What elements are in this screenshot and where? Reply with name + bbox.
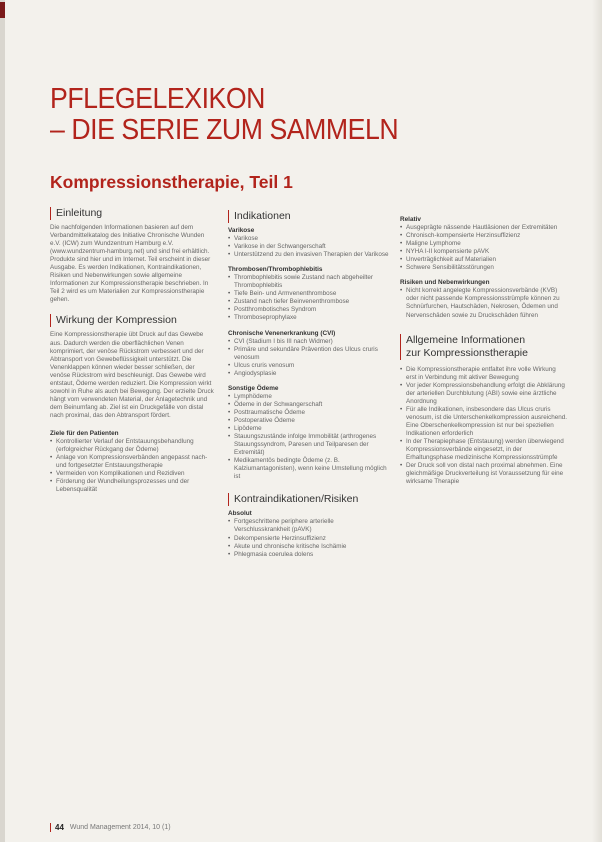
list-item: • Anlage von Kompressionsverbänden angepasst nach- und fortgesetzter Entstauungstherapie [50,454,215,470]
list-item: • Thromboseprophylaxe [228,314,390,322]
list-item: • Zustand nach tiefer Beinvenenthrombose [228,298,390,306]
list-item: • Akute und chronische kritische Ischämie [228,543,390,551]
page-title [50,84,398,146]
absolut-list [228,518,390,558]
list-item: • Posttraumatische Ödeme [228,409,390,417]
list-item: • Chronisch-kompensierte Herzinsuffizienz [400,232,568,240]
list-item: • Thrombophlebitis sowie Zustand nach abgeheilter Thrombophlebitis [228,274,390,290]
allgemein-heading-line-2: zur Kompressionstherapie [406,346,528,359]
column-right [400,216,568,486]
allgemein-list [400,366,568,487]
title-line-1: PFLEGELEXIKON [50,83,265,115]
list-item: • CVI (Stadium I bis III nach Widmer) [228,338,390,346]
wirkung-text: Eine Kompressionstherapie übt Druck auf das Gewebe aus. Dadurch werden die oberflächlichen Venen komprimiert, der venöse Rückstrom verbessert und der Abtransport von Gewebeflüssigkeit unterstützt. Die Venenklappen können wieder besser schließen, der venöse Rückstrom wird beschleunigt. Das Gewebe wird entstaut, Ödeme werden reduziert. Die Kompression wirkt sowohl in Ruhe als auch bei Bewegung. Der erzielte Druck hängt vom verwendeten Material, der Anlagetechnik und dem Beinumfang ab. Ziel ist ein Druckgefälle von distal nach proximal, das den Abtransport fördert. [50,331,214,419]
list-item: • Ulcus cruris venosum [228,362,390,370]
list-item: • Für alle Indikationen, insbesondere das Ulcus cruris venosum, ist die Unterschenkelkompression ausreichend. Eine Oberschenkelkompression ist nur bei speziellen Indikationen erforderlich [400,406,568,438]
section-heading-einleitung: Einleitung [50,207,215,220]
ziele-list [50,438,215,494]
cvi-list [228,338,390,378]
title-line-2: – DIE SERIE ZUM SAMMELN [50,114,399,146]
list-item: • Vor jeder Kompressionsbehandlung erfolgt die Abklärung der arteriellen Durchblutung (ABI) sowie eine ärztliche Anordnung [400,382,568,406]
list-item: • Lymphödeme [228,393,390,401]
column-left [50,207,215,494]
list-item: • Unverträglichkeit auf Materialien [400,256,568,264]
subheading-oedeme: Sonstige Ödeme [228,384,279,392]
page-shadow [592,0,602,842]
list-item: • Postthrombotisches Syndrom [228,306,390,314]
subheading-risiken: Risiken und Nebenwirkungen [400,279,490,287]
list-item: • Fortgeschrittene periphere arterielle Verschlusskrankheit (pAVK) [228,518,390,534]
allgemein-heading-line-1: Allgemeine Informationen [406,333,526,346]
list-item: • In der Therapiephase (Entstauung) werden überwiegend Kompressionsverbände eingesetzt, in der Erhaltungsphase medizinische Kompressionsstrümpfe [400,438,568,462]
relativ-list [400,224,568,272]
list-item: • NYHA I-II kompensierte pAVK [400,248,568,256]
subheading-relativ: Relativ [400,216,421,223]
subheading-ziele: Ziele für den Patienten [50,429,119,437]
subheading-thrombosen: Thrombosen/Thrombophlebitis [228,266,323,274]
section-heading-allgemein [400,334,568,360]
page-binding-edge [0,0,5,842]
list-item: • Die Kompressionstherapie entfaltet ihre volle Wirkung erst in Verbindung mit aktiver Bewegung [400,366,568,382]
list-item: • Tiefe Bein- und Armvenenthrombose [228,290,390,298]
section-heading-kontraindikationen: Kontraindikationen/Risiken [228,493,390,506]
subheading-varikose: Varikose [228,227,255,234]
list-item: • Varikose [228,235,390,243]
list-item: • Medikamentös bedingte Ödeme (z. B. Kalziumantagonisten), wenn keine Umstellung möglich ist [228,457,390,481]
subheading-absolut: Absolut [228,510,252,518]
list-item: • Phlegmasia coerulea dolens [228,551,390,559]
list-item: • Ödeme in der Schwangerschaft [228,401,390,409]
footer-source: Wund Management 2014, 10 (1) [69,824,171,831]
page-subtitle: Kompressionstherapie, Teil 1 [50,172,293,192]
list-item: • Kontrollierter Verlauf der Entstauungsbehandlung (erfolgreicher Rückgang der Ödeme) [50,438,215,454]
list-item: • Unterstützend zu den invasiven Therapien der Varikose [228,251,390,259]
oedeme-list [228,393,390,482]
list-item: • Postoperative Ödeme [228,417,390,425]
section-heading-wirkung: Wirkung der Kompression [50,314,215,327]
list-item: • Förderung der Wundheilungsprozesses und der Lebensqualität [50,478,215,494]
list-item: • Lipödeme [228,425,390,433]
page-footer [50,823,171,832]
corner-mark [0,2,5,18]
list-item: • Vermeiden von Komplikationen und Rezidiven [50,470,215,478]
subheading-cvi: Chronische Venenerkrankung (CVI) [228,329,336,337]
list-item: • Varikose in der Schwangerschaft [228,243,390,251]
list-item: • Stauungszustände infolge Immobilität (arthrogenes Stauungssyndrom, Paresen und Teilparesen der Extremität) [228,433,390,457]
list-item: • Dekompensierte Herzinsuffizienz [228,535,390,543]
list-item: • Primäre und sekundäre Prävention des Ulcus cruris venosum [228,346,390,362]
varikose-list [228,235,390,259]
list-item: • Ausgeprägte nässende Hautläsionen der Extremitäten [400,224,568,232]
einleitung-text: Die nachfolgenden Informationen basieren auf dem Verbandmittelkatalog des Initiative Chronische Wunden e.V. (ICW) zum Wundzentrum Hamburg e.V. (www.wundzentrum-hamburg.net) und sind frei erhältlich. Produkte sind hier und im Internet. Teil erscheint in dieser Ausgabe. Es werden Indikationen, Kontraindikationen, Risiken und Nebenwirkungen sowie allgemeine Informationen zur Kompressionstherapie beschrieben. In Teil 2 wird es um Materialien zur Kompressionstherapie gehen. [50,224,211,304]
list-item: • Schwere Sensibilitätsstörungen [400,264,568,272]
section-heading-indikationen: Indikationen [228,210,390,223]
list-item: • Nicht korrekt angelegte Kompressionsverbände (KVB) oder nicht passende Kompressionsstrümpfe können zu Schnürfurchen, Hautschäden, Nekrosen, Ödemen und Nervenschäden sowie zu Druckschäden führen [400,287,568,319]
thrombosen-list [228,274,390,322]
column-middle [228,210,390,559]
list-item: • Maligne Lymphome [400,240,568,248]
page-number: 44 [50,823,64,832]
list-item: • Angiodysplasie [228,370,390,378]
list-item: • Der Druck soll von distal nach proximal abnehmen. Eine gleichmäßige Druckverteilung ist Voraussetzung für eine wirksame Therapie [400,462,568,486]
risiken-list [400,287,568,319]
